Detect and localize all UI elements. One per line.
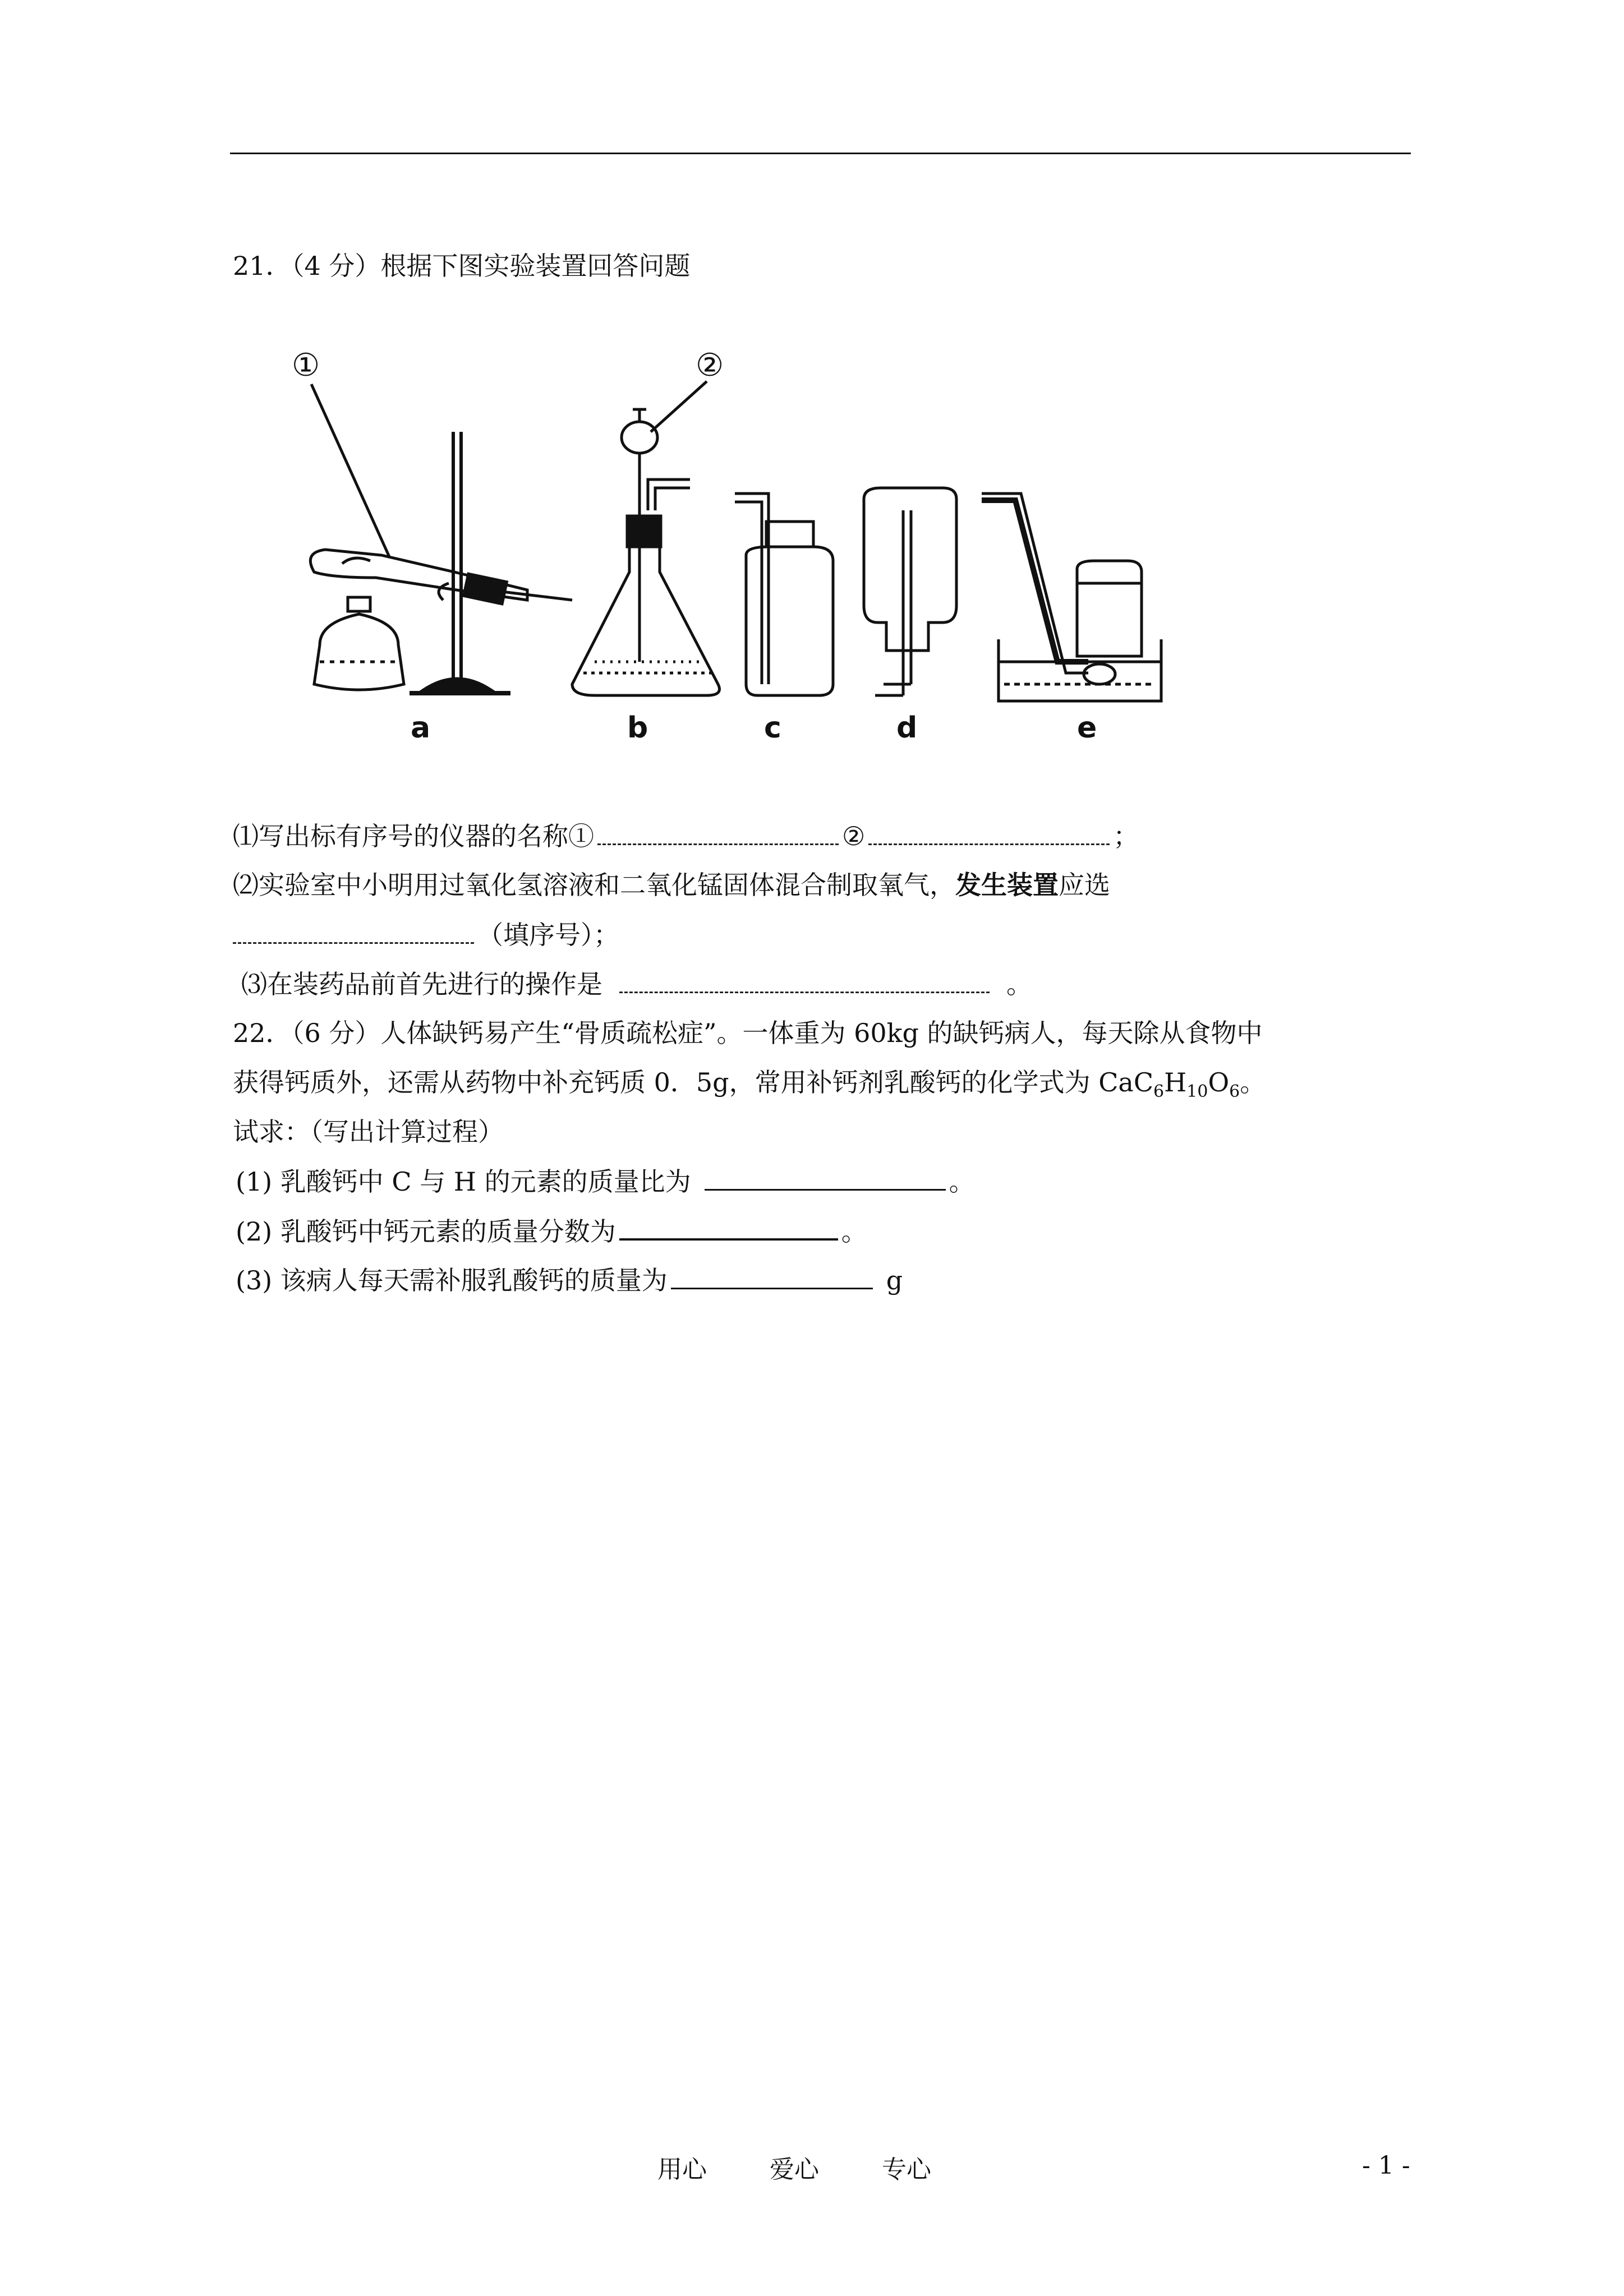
q21-part3-end: 。 — [1006, 969, 1032, 999]
q21-part2-cont — [233, 918, 619, 952]
q21-part1-mid: ② — [842, 821, 866, 851]
answer-blank-7[interactable] — [671, 1263, 873, 1289]
q21-part3-prefix: ⑶在装药品前首先进行的操作是 — [241, 969, 602, 999]
marker-2: ② — [696, 347, 724, 384]
q22-sub3 — [236, 1263, 903, 1297]
q22-sub1-end: 。 — [949, 1167, 975, 1197]
marker-1: ① — [292, 347, 320, 384]
answer-blank-3[interactable] — [233, 918, 474, 944]
q22-line2 — [233, 1066, 1266, 1109]
q22-sub1-prefix: (1) 乳酸钙中 C 与 H 的元素的质量比为 — [236, 1167, 691, 1197]
q22-sub2 — [236, 1214, 867, 1248]
q22-sub2-end: 。 — [841, 1216, 867, 1247]
apparatus-d — [864, 488, 956, 695]
q21-part2-hint: （填序号）； — [477, 920, 619, 950]
q21-part3 — [241, 967, 1032, 1001]
answer-blank-1[interactable] — [597, 819, 839, 845]
formula-sub-6: 6 — [1153, 1082, 1165, 1102]
formula-sub-10: 10 — [1186, 1082, 1208, 1102]
footer-word-1: 用心 — [657, 2155, 707, 2184]
answer-blank-2[interactable] — [868, 819, 1110, 845]
label-c: c — [764, 711, 781, 745]
q21-part2-text: ⑵实验室中小明用过氧化氢溶液和二氧化锰固体混合制取氧气， — [233, 870, 955, 900]
formula-o: O — [1208, 1067, 1230, 1098]
q21-part2-text2: 应选 — [1059, 870, 1110, 900]
answer-blank-5[interactable] — [705, 1164, 946, 1191]
answer-blank-6[interactable] — [619, 1214, 838, 1241]
footer-word-3: 专心 — [882, 2155, 931, 2184]
header-rule — [230, 153, 1411, 154]
q22-sub3-prefix: (3) 该病人每天需补服乳酸钙的质量为 — [236, 1265, 668, 1295]
q22-line3: 试求：（写出计算过程） — [233, 1117, 504, 1147]
q21-part2 — [233, 868, 1110, 902]
q21-part2-bold: 发生装置 — [955, 870, 1059, 900]
q22-sub1 — [236, 1164, 975, 1198]
apparatus-c — [735, 494, 833, 695]
q22-sub3-end: g — [886, 1265, 903, 1295]
q21-part1 — [233, 819, 1139, 853]
q22-sub2-prefix: (2) 乳酸钙中钙元素的质量分数为 — [236, 1216, 616, 1247]
page-number: - 1 - — [1362, 2151, 1410, 2180]
apparatus-b — [572, 409, 720, 695]
footer-word-2: 爱心 — [770, 2155, 819, 2184]
formula-sub-6b: 6 — [1229, 1082, 1240, 1102]
apparatus-e — [982, 494, 1161, 701]
q21-part1-end: ； — [1113, 821, 1139, 851]
label-b: b — [627, 711, 648, 745]
label-a: a — [411, 711, 431, 745]
formula-end: 。 — [1240, 1067, 1266, 1098]
apparatus-figure — [280, 325, 1178, 765]
q22-line1: 22．（6 分）人体缺钙易产生“骨质疏松症”。一体重为 60kg 的缺钙病人，每天除从食物中 — [233, 1018, 1263, 1048]
label-d: d — [896, 711, 918, 745]
answer-blank-4[interactable] — [619, 967, 990, 993]
label-e: e — [1077, 711, 1097, 745]
q21-title: 21．（4 分）根据下图实验装置回答问题 — [233, 251, 691, 281]
q21-part1-prefix: ⑴写出标有序号的仪器的名称① — [233, 821, 594, 851]
formula-h: H — [1164, 1067, 1187, 1098]
q22-line2-text: 获得钙质外，还需从药物中补充钙质 0．5g，常用补钙剂乳酸钙的化学式为 CaC — [233, 1067, 1154, 1098]
